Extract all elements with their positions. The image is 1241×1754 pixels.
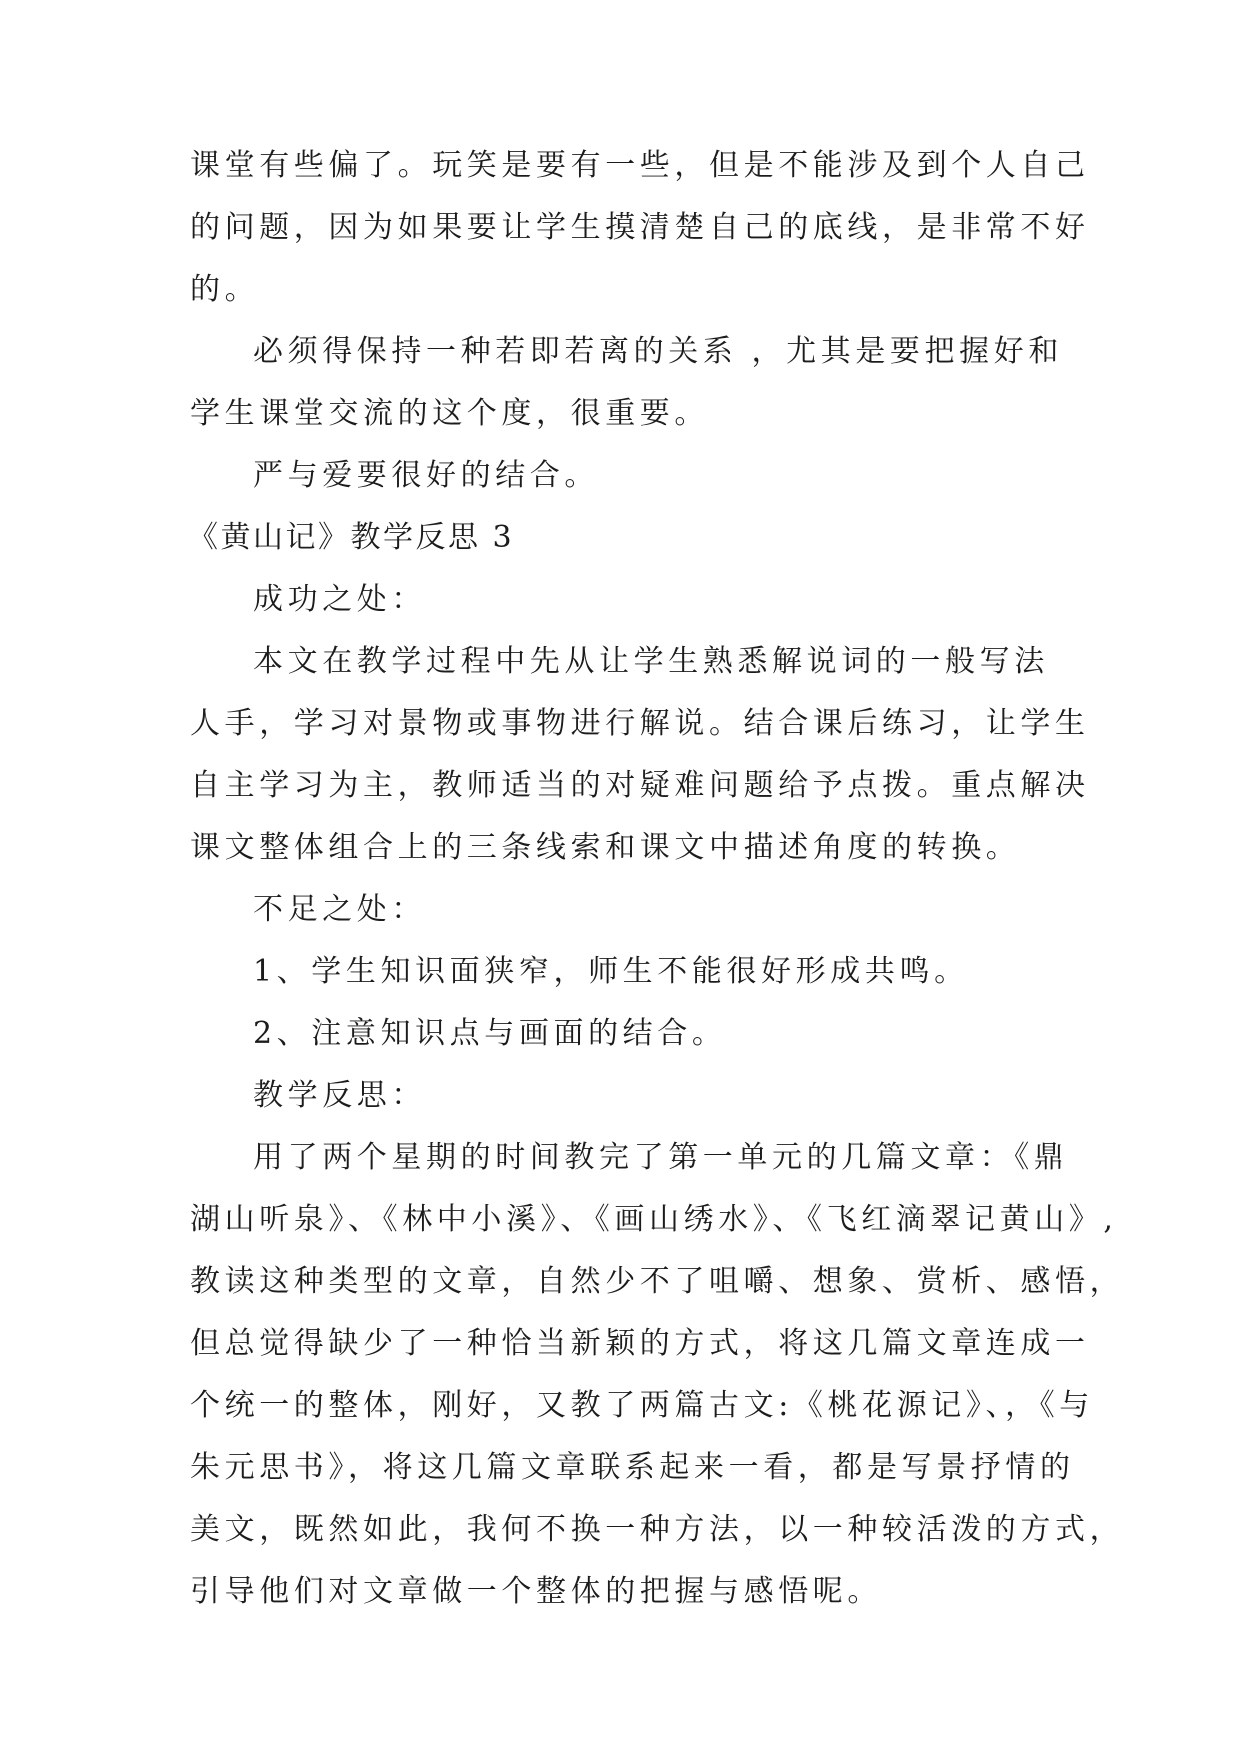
- subheading: 教学反思：: [253, 1078, 426, 1113]
- text-line: 人手，学习对景物或事物进行解说。结合课后练习，让学生: [190, 706, 1090, 741]
- subheading: 不足之处：: [253, 892, 426, 927]
- text-line: 学生课堂交流的这个度，很重要。: [190, 396, 709, 431]
- list-item: 1、学生知识面狭窄，师生不能很好形成共鸣。: [253, 954, 969, 989]
- text-line: 用了两个星期的时间教完了第一单元的几篇文章：《鼎: [253, 1140, 1069, 1175]
- text-line: 严与爱要很好的结合。: [253, 458, 599, 493]
- text-line: 自主学习为主，教师适当的对疑难问题给予点拨。重点解决: [190, 768, 1090, 803]
- text-line: 必须得保持一种若即若离的关系 ，尤其是要把握好和: [253, 334, 1063, 369]
- text-line: 课文整体组合上的三条线索和课文中描述角度的转换。: [190, 830, 1021, 865]
- list-item: 2、注意知识点与画面的结合。: [253, 1016, 727, 1051]
- text-line: 课堂有些偏了。玩笑是要有一些，但是不能涉及到个人自己: [190, 148, 1090, 183]
- section-heading: 《黄山记》教学反思 3: [188, 520, 515, 555]
- text-line: 个统一的整体，刚好，又教了两篇古文:《桃花源记》、，《与: [190, 1388, 1094, 1423]
- text-line: 教读这种类型的文章，自然少不了咀嚼、想象、赏析、感悟，: [190, 1264, 1125, 1299]
- text-line: 引导他们对文章做一个整体的把握与感悟呢。: [190, 1574, 882, 1609]
- text-line: 的问题，因为如果要让学生摸清楚自己的底线，是非常不好: [190, 210, 1090, 245]
- subheading: 成功之处：: [253, 582, 426, 617]
- text-line: 的。: [190, 272, 260, 307]
- text-line: 湖山听泉》、《林中小溪》、《画山绣水》、《飞红滴翠记黄山》,: [190, 1202, 1118, 1237]
- text-line: 朱元思书》，将这几篇文章联系起来一看，都是写景抒情的: [190, 1450, 1075, 1485]
- text-line: 但总觉得缺少了一种恰当新颖的方式，将这几篇文章连成一: [190, 1326, 1090, 1361]
- text-line: 美文，既然如此，我何不换一种方法，以一种较活泼的方式，: [190, 1512, 1125, 1547]
- text-line: 本文在教学过程中先从让学生熟悉解说词的一般写法: [253, 644, 1049, 679]
